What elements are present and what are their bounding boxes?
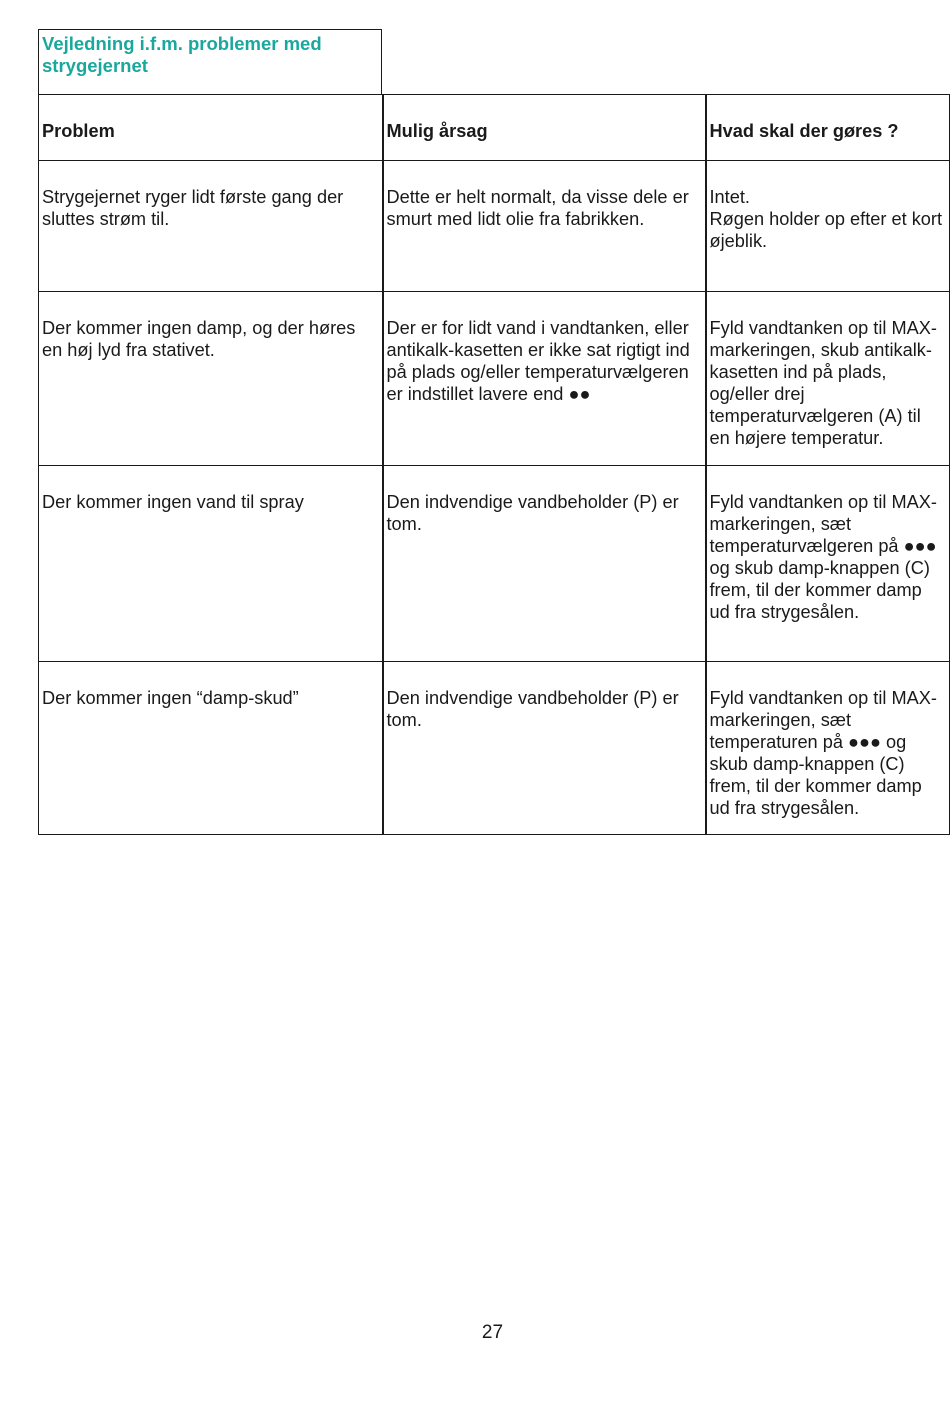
problem-cell: Der kommer ingen “damp-skud” — [39, 662, 383, 835]
solution-cell: Fyld vandtanken op til MAX-markeringen, sæt temperaturen på ●●● og skub damp-knappen (C) frem, til der kommer damp ud fra strygesålen. — [706, 662, 950, 835]
table-row — [39, 662, 950, 835]
problem-cell: Der kommer ingen vand til spray — [39, 466, 383, 662]
header-problem: Problem — [39, 95, 383, 161]
cause-cell: Den indvendige vandbeholder (P) er tom. — [383, 466, 706, 662]
page-number: 27 — [481, 1322, 504, 1343]
solution-cell: Fyld vandtanken op til MAX-markeringen, skub antikalk-kasetten ind på plads, og/eller drej temperaturvælgeren (A) til en højere temperatur. — [706, 292, 950, 466]
problem-cell: Strygejernet ryger lidt første gang der sluttes strøm til. — [39, 161, 383, 292]
section-title: Vejledning i.f.m. problemer med strygejernet — [38, 29, 382, 95]
cause-cell: Der er for lidt vand i vandtanken, eller antikalk-kasetten er ikke sat rigtigt ind på plads og/eller temperaturvælgeren er indstillet lavere end ●● — [383, 292, 706, 466]
table-row — [39, 466, 950, 662]
solution-cell: Intet. Røgen holder op efter et kort øjeblik. — [706, 161, 950, 292]
solution-cell: Fyld vandtanken op til MAX-markeringen, sæt temperaturvælgeren på ●●● og skub damp-knappen (C) frem, til der kommer damp ud fra strygesålen. — [706, 466, 950, 662]
cause-cell: Den indvendige vandbeholder (P) er tom. — [383, 662, 706, 835]
cause-cell: Dette er helt normalt, da visse dele er smurt med lidt olie fra fabrikken. — [383, 161, 706, 292]
header-cause: Mulig årsag — [383, 95, 706, 161]
troubleshooting-table — [38, 94, 950, 835]
problem-cell: Der kommer ingen damp, og der høres en høj lyd fra stativet. — [39, 292, 383, 466]
table-row — [39, 161, 950, 292]
table-row — [39, 292, 950, 466]
header-solution: Hvad skal der gøres ? — [706, 95, 950, 161]
table-header-row — [39, 95, 950, 161]
